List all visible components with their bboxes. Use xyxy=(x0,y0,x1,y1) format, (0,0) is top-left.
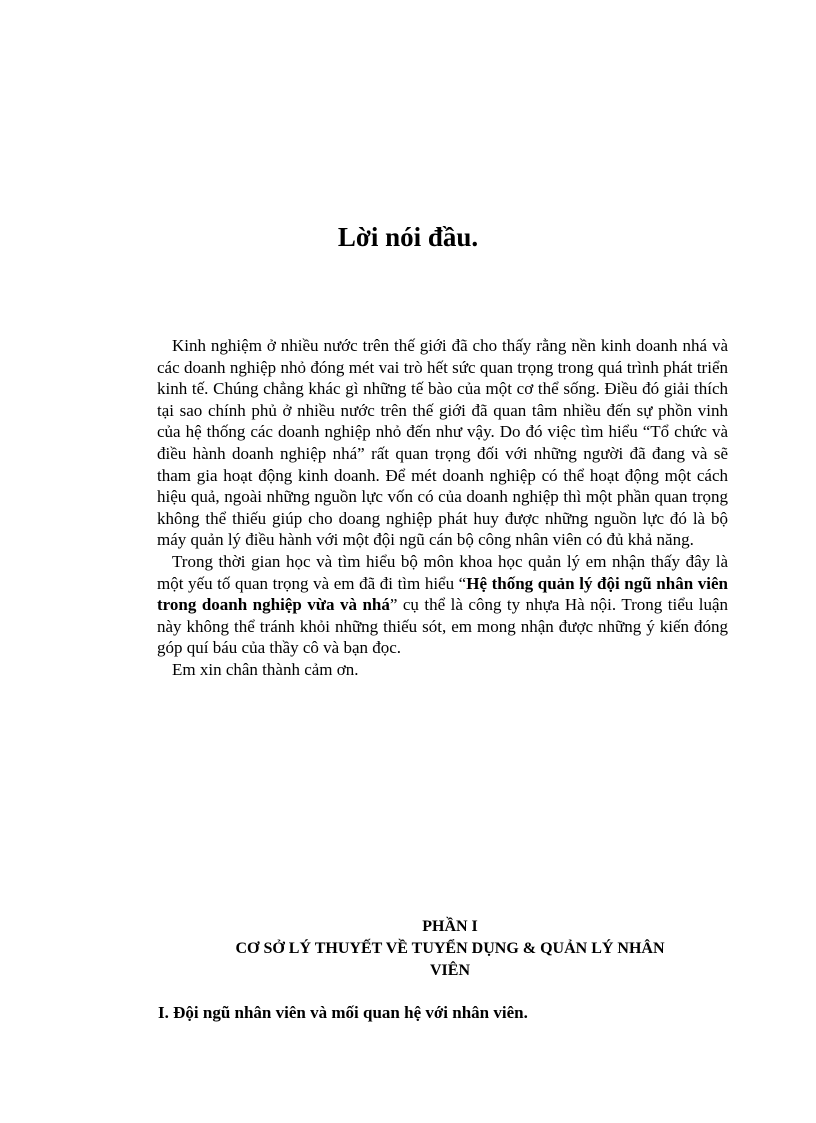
paragraph-2 xyxy=(157,551,728,659)
paragraph-3: Em xin chân thành cảm ơn. xyxy=(172,659,359,679)
paragraph-2-text-end: ” cụ thể là công ty nhựa Hà nội. Trong tiểu luận này không thể tránh khỏi những thiếu sót, em mong nhận được những ý kiến đóng góp quí báu của thầy cô và bạn đọc. xyxy=(157,595,728,658)
paragraph-2-bold-topic: Hệ thống quản lý đội ngũ nhân viên trong doanh nghiệp vừa và nhá xyxy=(157,573,728,615)
page-title: Lời nói đầu. xyxy=(337,222,479,252)
paragraph-1: Kinh nghiệm ở nhiều nước trên thế giới đã cho thấy rằng nền kinh doanh nhá và các doanh nghiệp nhỏ đóng mét vai trò hết sức quan trọng trong quá trình phát triển kinh tế. Chúng chẳng khác gì những tế bào của một cơ thể sống. Điều đó giải thích tại sao chính phủ ở nhiều nước trên thế giới đã quan tâm nhiều đến sự phồn vinh của hệ thống các doanh nghiệp nhỏ đến như vậy. Do đó việc tìm hiểu “Tổ chức và điều hành doanh nghiệp nhá” rất quan trọng đối với những người đã đang và sẽ tham gia hoạt động kinh doanh. Để mét doanh nghiệp có thể hoạt động một cách hiệu quả, ngoài những nguồn lực vốn có của doanh nghiệp thì một phần quan trọng không thể thiếu giúp cho doang nghiệp phát huy được những nguồn lực đó là bộ máy quản lý điều hành với một đội ngũ cán bộ công nhân viên có đủ khả năng. xyxy=(157,336,728,550)
introduction-body xyxy=(157,335,728,681)
part-title-line-1: CƠ SỞ LÝ THUYẾT VỀ TUYỂN DỤNG & QUẢN LÝ NHÂN xyxy=(235,940,665,957)
part-heading xyxy=(160,916,740,982)
paragraph-2-text-start: Trong thời gian học và tìm hiểu bộ môn khoa học quản lý em nhận thấy đây là một yếu tố quan trọng và em đã đi tìm hiểu “ xyxy=(157,551,728,593)
part-label: PHẦN I xyxy=(422,918,478,935)
part-title-line-2: VIÊN xyxy=(429,962,470,979)
section-heading: I. Đội ngũ nhân viên và mối quan hệ với nhân viên. xyxy=(158,1003,528,1022)
